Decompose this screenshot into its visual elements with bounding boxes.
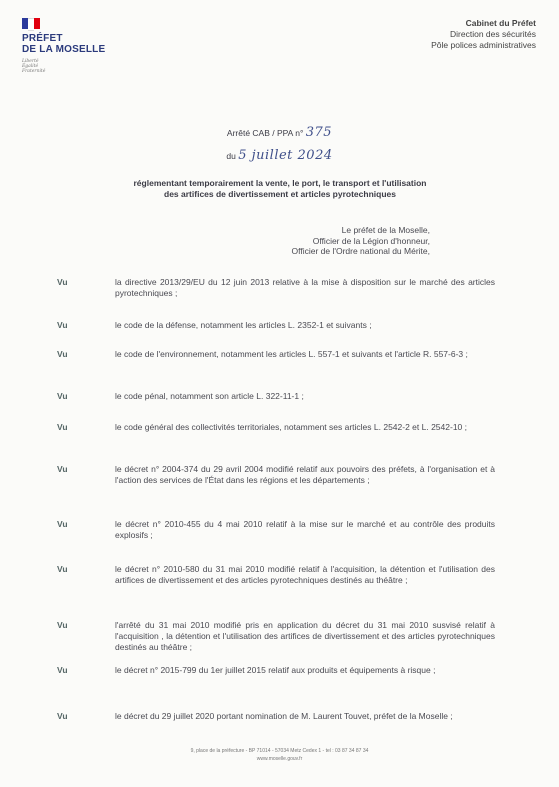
arrete-number-handwritten: 375 bbox=[305, 125, 333, 140]
arrete-subject: réglementant temporairement la vente, le port, le transport et l'utilisation des artifices de divertissement et articles pyrotechniques bbox=[133, 178, 427, 199]
logo-title-line1: PRÉFET bbox=[22, 33, 63, 44]
office-line1: Cabinet du Préfet bbox=[465, 18, 536, 28]
issuing-authority: Le préfet de la Moselle, Officier de la Légion d'honneur, Officier de l'Ordre national du Mérite, bbox=[291, 225, 430, 256]
date-value-handwritten: 5 juillet 2024 bbox=[238, 148, 333, 163]
recital-text: le décret n° 2010-455 du 4 mai 2010 relatif à la mise sur le marché et au contrôle des produits explosifs ; bbox=[115, 519, 495, 540]
recital-text: le code de l'environnement, notamment les articles L. 557-1 et suivants et l'article R. 557-6-3 ; bbox=[115, 349, 468, 359]
recital-label: Vu bbox=[57, 564, 68, 574]
page-footer bbox=[0, 747, 559, 763]
arrete-reference bbox=[0, 125, 559, 140]
recital-label: Vu bbox=[57, 391, 68, 401]
republic-motto: Liberté Égalité Fraternité bbox=[22, 59, 46, 74]
office-line2: Direction des sécurités bbox=[450, 29, 536, 39]
issuing-office bbox=[431, 18, 536, 51]
recital-label: Vu bbox=[57, 422, 68, 432]
recital-text: le décret du 29 juillet 2020 portant nomination de M. Laurent Touvet, préfet de la Moselle ; bbox=[115, 711, 453, 721]
recital-text: l'arrêté du 31 mai 2010 modifié pris en application du décret du 31 mai 2010 susvisé relatif à l'acquisition , la détention et l'utilisation des artifices de divertissement et des articles pyrotechniques destinés au théâtre ; bbox=[115, 620, 495, 652]
recital-text: le décret n° 2010-580 du 31 mai 2010 modifié relatif à l'acquisition, la détention et l'utilisation des artifices de divertissement et des articles pyrotechniques destinés au théâtre ; bbox=[115, 564, 495, 585]
recital-label: Vu bbox=[57, 320, 68, 330]
recital-text: le code de la défense, notamment les articles L. 2352-1 et suivants ; bbox=[115, 320, 372, 330]
prefecture-logo bbox=[22, 18, 132, 74]
recital-label: Vu bbox=[57, 665, 68, 675]
footer-website: www.moselle.gouv.fr bbox=[256, 756, 303, 762]
recital-label: Vu bbox=[57, 711, 68, 721]
arrete-date bbox=[0, 148, 559, 163]
recital-text: le code général des collectivités territoriales, notamment ses articles L. 2542-2 et L. 2542-10 ; bbox=[115, 422, 467, 432]
recital-label: Vu bbox=[57, 464, 68, 474]
footer-address: 9, place de la préfecture - BP 71014 - 57034 Metz Cedex 1 - tel : 03 87 34 87 34 bbox=[190, 748, 369, 754]
recital-label: Vu bbox=[57, 277, 68, 287]
recital-label: Vu bbox=[57, 519, 68, 529]
recital-text: le code pénal, notamment son article L. 322-11-1 ; bbox=[115, 391, 304, 401]
logo-title-line2: DE LA MOSELLE bbox=[22, 44, 106, 55]
recital-text: la directive 2013/29/EU du 12 juin 2013 relative à la mise à disposition sur le marché des articles pyrotechniques ; bbox=[115, 277, 495, 298]
tricolor-flag-icon bbox=[22, 18, 40, 29]
recital-text: le décret n° 2015-799 du 1er juillet 2015 relatif aux produits et équipements à risque ; bbox=[115, 665, 436, 675]
recital-label: Vu bbox=[57, 620, 68, 630]
arrete-prefix: Arrêté CAB / PPA n° bbox=[226, 128, 304, 138]
office-line3: Pôle polices administratives bbox=[431, 40, 536, 50]
recital-label: Vu bbox=[57, 349, 68, 359]
recital-text: le décret n° 2004-374 du 29 avril 2004 modifié relatif aux pouvoirs des préfets, à l'organisation et à l'action des services de l'État dans les régions et les départements ; bbox=[115, 464, 495, 485]
date-prefix: du bbox=[226, 151, 236, 161]
